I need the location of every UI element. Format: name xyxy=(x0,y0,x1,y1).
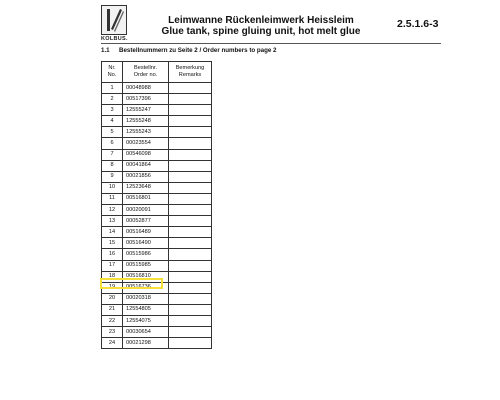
cell-nr: 5 xyxy=(102,127,123,138)
title-german: Leimwanne Rückenleimwerk Heissleim xyxy=(168,15,354,26)
cell-order-number: 00516736 xyxy=(123,282,169,293)
cell-nr: 2 xyxy=(102,94,123,105)
table-row xyxy=(102,315,212,326)
cell-order-number: 00020318 xyxy=(123,293,169,304)
table-row xyxy=(102,282,212,293)
table-row xyxy=(102,249,212,260)
logo-mark-icon xyxy=(101,5,127,35)
cell-order-number: 00516801 xyxy=(123,193,169,204)
table-row xyxy=(102,149,212,160)
table-row xyxy=(102,160,212,171)
cell-order-number: 00020091 xyxy=(123,205,169,216)
table-row xyxy=(102,105,212,116)
table-header-row xyxy=(102,62,212,83)
table-row xyxy=(102,338,212,349)
table-row xyxy=(102,260,212,271)
cell-nr: 7 xyxy=(102,149,123,160)
table-row xyxy=(102,182,212,193)
cell-order-number: 00516489 xyxy=(123,227,169,238)
cell-nr: 13 xyxy=(102,216,123,227)
table-row xyxy=(102,127,212,138)
table-row xyxy=(102,205,212,216)
cell-nr: 9 xyxy=(102,171,123,182)
cell-remark xyxy=(169,149,212,160)
table-row xyxy=(102,94,212,105)
cell-remark xyxy=(169,83,212,94)
table-row xyxy=(102,327,212,338)
cell-remark xyxy=(169,315,212,326)
header-nr-de: Nr. xyxy=(108,65,116,71)
cell-remark xyxy=(169,227,212,238)
cell-order-number: 12555248 xyxy=(123,116,169,127)
cell-order-number: 00041864 xyxy=(123,160,169,171)
table-row xyxy=(102,138,212,149)
cell-remark xyxy=(169,238,212,249)
cell-order-number: 00515986 xyxy=(123,249,169,260)
cell-nr: 23 xyxy=(102,327,123,338)
cell-order-number: 00517396 xyxy=(123,94,169,105)
cell-remark xyxy=(169,127,212,138)
cell-order-number: 00515985 xyxy=(123,260,169,271)
column-header-nr xyxy=(102,62,123,83)
cell-order-number: 12523648 xyxy=(123,182,169,193)
kolbus-logo xyxy=(101,5,131,43)
cell-nr: 20 xyxy=(102,293,123,304)
cell-nr: 14 xyxy=(102,227,123,238)
page-title xyxy=(150,15,372,37)
cell-remark xyxy=(169,105,212,116)
cell-remark xyxy=(169,249,212,260)
cell-order-number: 00021856 xyxy=(123,171,169,182)
column-header-order xyxy=(123,62,169,83)
cell-remark xyxy=(169,338,212,349)
cell-order-number: 12554805 xyxy=(123,304,169,315)
section-title: Bestellnummern zu Seite 2 / Order numbers to page 2 xyxy=(119,47,277,54)
section-heading xyxy=(101,47,276,54)
cell-order-number: 00516810 xyxy=(123,271,169,282)
cell-remark xyxy=(169,216,212,227)
column-header-remarks xyxy=(169,62,212,83)
cell-remark xyxy=(169,327,212,338)
cell-remark xyxy=(169,205,212,216)
cell-nr: 15 xyxy=(102,238,123,249)
cell-nr: 16 xyxy=(102,249,123,260)
cell-remark xyxy=(169,160,212,171)
header-nr-en: No. xyxy=(107,72,117,78)
header-order-de: Bestellnr. xyxy=(133,65,157,71)
cell-remark xyxy=(169,94,212,105)
cell-nr: 10 xyxy=(102,182,123,193)
header-divider xyxy=(101,43,441,44)
cell-order-number: 00023554 xyxy=(123,138,169,149)
table-row xyxy=(102,304,212,315)
cell-remark xyxy=(169,271,212,282)
cell-nr: 3 xyxy=(102,105,123,116)
table-row xyxy=(102,227,212,238)
cell-remark xyxy=(169,116,212,127)
order-numbers-table xyxy=(101,61,212,349)
table-row xyxy=(102,83,212,94)
cell-remark xyxy=(169,138,212,149)
table-row-highlighted xyxy=(102,271,212,282)
cell-remark xyxy=(169,293,212,304)
cell-remark xyxy=(169,182,212,193)
cell-remark xyxy=(169,304,212,315)
cell-order-number: 12555247 xyxy=(123,105,169,116)
cell-nr: 24 xyxy=(102,338,123,349)
cell-nr: 8 xyxy=(102,160,123,171)
cell-nr: 4 xyxy=(102,116,123,127)
cell-order-number: 00516490 xyxy=(123,238,169,249)
cell-order-number: 00546098 xyxy=(123,149,169,160)
cell-nr: 21 xyxy=(102,304,123,315)
cell-remark xyxy=(169,171,212,182)
cell-nr: 22 xyxy=(102,315,123,326)
header-remarks-en: Remarks xyxy=(178,72,202,78)
cell-order-number: 00048988 xyxy=(123,83,169,94)
cell-order-number: 00052877 xyxy=(123,216,169,227)
cell-nr: 1 xyxy=(102,83,123,94)
table-row xyxy=(102,293,212,304)
logo-wordmark: KOLBUS. xyxy=(101,36,128,42)
cell-order-number: 00030654 xyxy=(123,327,169,338)
title-english: Glue tank, spine gluing unit, hot melt glue xyxy=(161,26,361,37)
cell-order-number: 12554075 xyxy=(123,315,169,326)
table-row xyxy=(102,116,212,127)
cell-remark xyxy=(169,260,212,271)
table-row xyxy=(102,193,212,204)
cell-nr: 19 xyxy=(102,282,123,293)
cell-nr: 18 xyxy=(102,271,123,282)
header-remarks-de: Bemerkung xyxy=(175,65,205,71)
table-row xyxy=(102,171,212,182)
cell-order-number: 12555243 xyxy=(123,127,169,138)
cell-nr: 11 xyxy=(102,193,123,204)
header-order-en: Order no. xyxy=(133,72,158,78)
table-row xyxy=(102,216,212,227)
cell-remark xyxy=(169,282,212,293)
cell-nr: 17 xyxy=(102,260,123,271)
cell-nr: 6 xyxy=(102,138,123,149)
cell-nr: 12 xyxy=(102,205,123,216)
section-number: 1.1 xyxy=(101,47,110,54)
table-row xyxy=(102,238,212,249)
cell-order-number: 00021298 xyxy=(123,338,169,349)
document-number: 2.5.1.6-3 xyxy=(397,18,439,30)
cell-remark xyxy=(169,193,212,204)
